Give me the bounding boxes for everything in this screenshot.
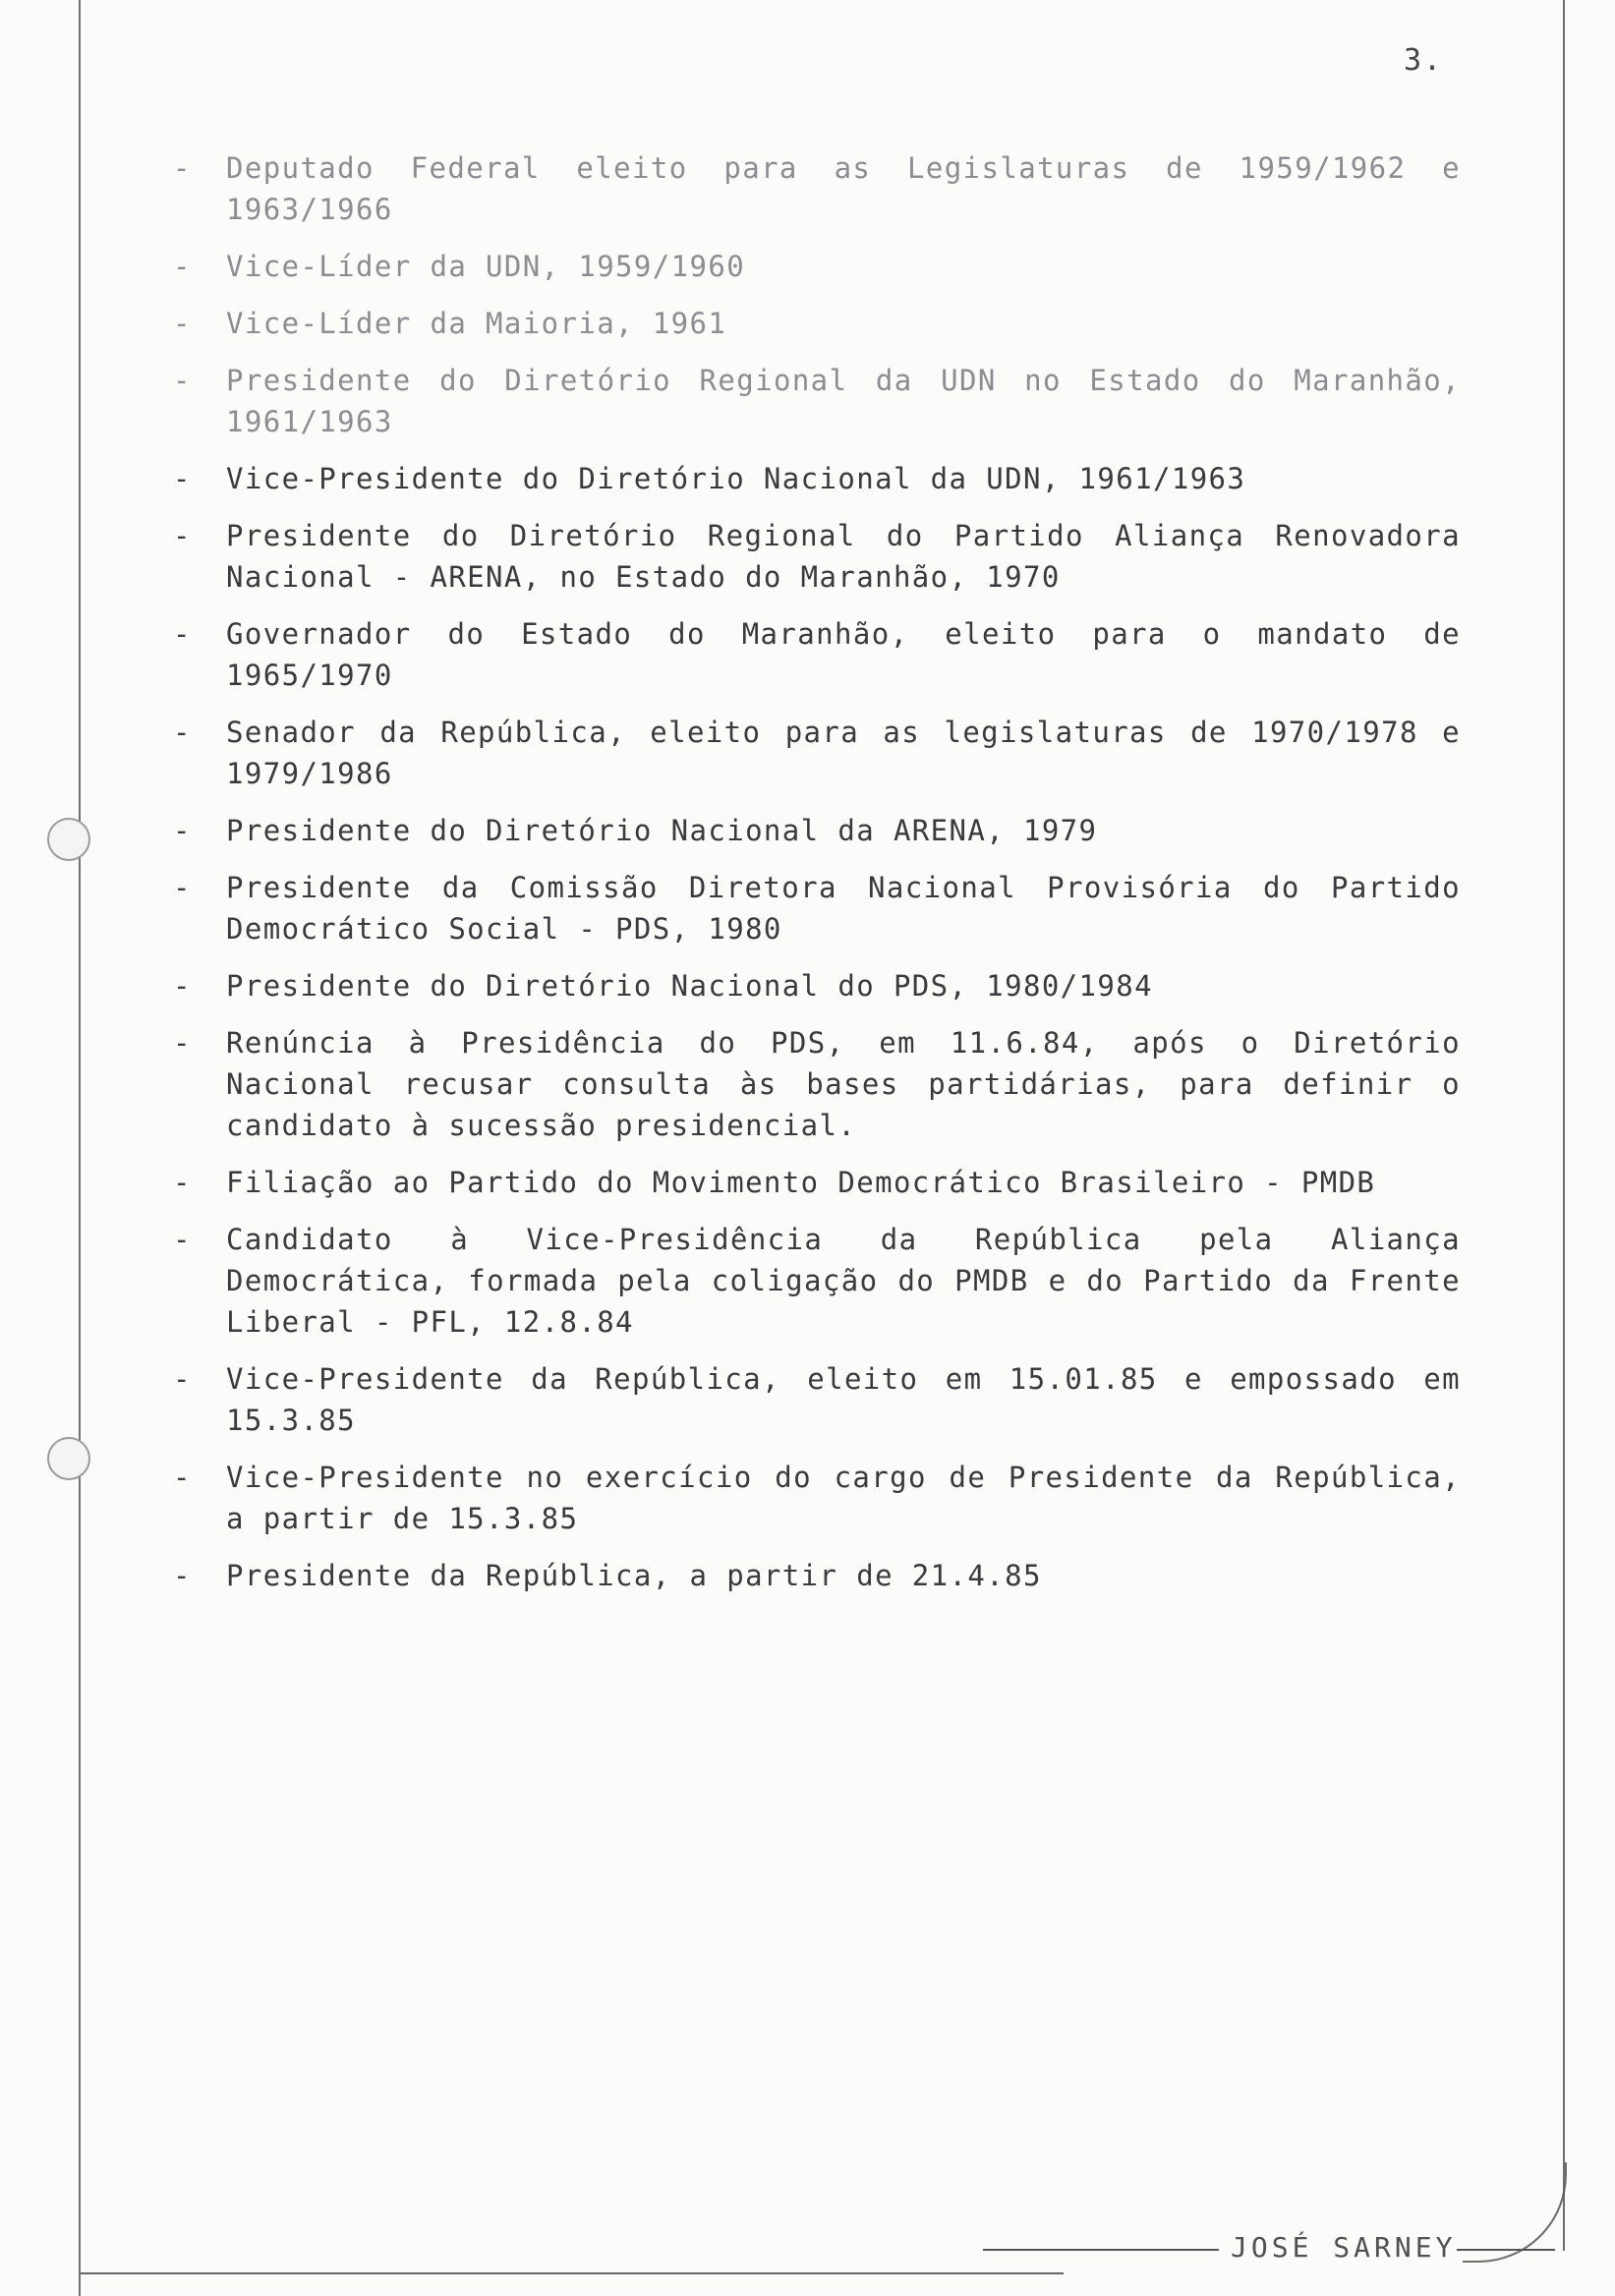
list-bullet: - [173, 814, 192, 847]
right-border-rule [1563, 0, 1565, 2251]
list-bullet: - [173, 307, 192, 340]
list-item-text: Presidente do Diretório Nacional do PDS, 1980/1984 [226, 969, 1153, 1003]
list-item-text: Presidente do Diretório Regional do Partido Aliança Renovadora Nacional - ARENA, no Estado do Maranhão, 1970 [226, 519, 1461, 594]
list-bullet: - [173, 1461, 192, 1494]
list-item [173, 1555, 1461, 1596]
list-item-text: Renúncia à Presidência do PDS, em 11.6.84, após o Diretório Nacional recusar consulta às bases partidárias, para definir o candidato à sucessão presidencial. [226, 1026, 1461, 1142]
list-item-text: Vice-Líder da UDN, 1959/1960 [226, 250, 746, 283]
list-item [173, 303, 1461, 344]
signature-name: JOSÉ SARNEY [1231, 2231, 1457, 2264]
list-item [173, 1022, 1461, 1146]
list-item [173, 515, 1461, 598]
list-item-text: Vice-Presidente no exercício do cargo de Presidente da República, a partir de 15.3.85 [226, 1461, 1461, 1535]
list-item [173, 1457, 1461, 1539]
list-item [173, 147, 1461, 230]
list-item-text: Senador da República, eleito para as legislaturas de 1970/1978 e 1979/1986 [226, 716, 1461, 790]
signature-rule-right [1457, 2249, 1555, 2251]
list-item [173, 1358, 1461, 1441]
list-bullet: - [173, 1362, 192, 1396]
signature-rule-left [983, 2249, 1219, 2251]
list-item-text: Candidato à Vice-Presidência da República pela Aliança Democrática, formada pela coligação do PMDB e do Partido da Frente Liberal - PFL, 12.8.84 [226, 1223, 1461, 1339]
list-item [173, 246, 1461, 287]
list-bullet: - [173, 364, 192, 397]
list-item-text: Presidente da República, a partir de 21.4.85 [226, 1559, 1042, 1592]
list-item-text: Vice-Presidente do Diretório Nacional da UDN, 1961/1963 [226, 462, 1246, 495]
list-item-text: Vice-Líder da Maioria, 1961 [226, 307, 727, 340]
list-bullet: - [173, 250, 192, 283]
list-bullet: - [173, 1166, 192, 1199]
page-number: 3. [1404, 43, 1444, 78]
list-bullet: - [173, 1223, 192, 1256]
list-item [173, 1162, 1461, 1203]
list-item [173, 965, 1461, 1006]
binder-hole-icon [47, 1437, 90, 1480]
list-item [173, 712, 1461, 794]
binder-hole-icon [47, 818, 90, 861]
list-bullet: - [173, 1559, 192, 1592]
list-bullet: - [173, 1026, 192, 1060]
list-item-text: Presidente do Diretório Regional da UDN no Estado do Maranhão, 1961/1963 [226, 364, 1461, 438]
list-bullet: - [173, 716, 192, 749]
bottom-rule [81, 2272, 1064, 2274]
list-item-text: Deputado Federal eleito para as Legislaturas de 1959/1962 e 1963/1966 [226, 151, 1461, 226]
list-bullet: - [173, 519, 192, 552]
list-bullet: - [173, 871, 192, 904]
list-item [173, 458, 1461, 499]
list-item [173, 867, 1461, 949]
career-list [173, 147, 1461, 1612]
list-item [173, 1219, 1461, 1343]
list-item [173, 810, 1461, 851]
list-item [173, 360, 1461, 442]
list-bullet: - [173, 462, 192, 495]
list-bullet: - [173, 969, 192, 1003]
list-item-text: Vice-Presidente da República, eleito em 15.01.85 e empossado em 15.3.85 [226, 1362, 1461, 1437]
list-item-text: Filiação ao Partido do Movimento Democrático Brasileiro - PMDB [226, 1166, 1376, 1199]
list-item-text: Presidente do Diretório Nacional da ARENA, 1979 [226, 814, 1098, 847]
list-item-text: Presidente da Comissão Diretora Nacional Provisória do Partido Democrático Social - PDS, 1980 [226, 871, 1461, 946]
list-bullet: - [173, 617, 192, 651]
list-item-text: Governador do Estado do Maranhão, eleito para o mandato de 1965/1970 [226, 617, 1461, 692]
list-item [173, 613, 1461, 696]
footer-signature [983, 2229, 1573, 2268]
left-margin-rule [79, 0, 81, 2296]
list-bullet: - [173, 151, 192, 185]
